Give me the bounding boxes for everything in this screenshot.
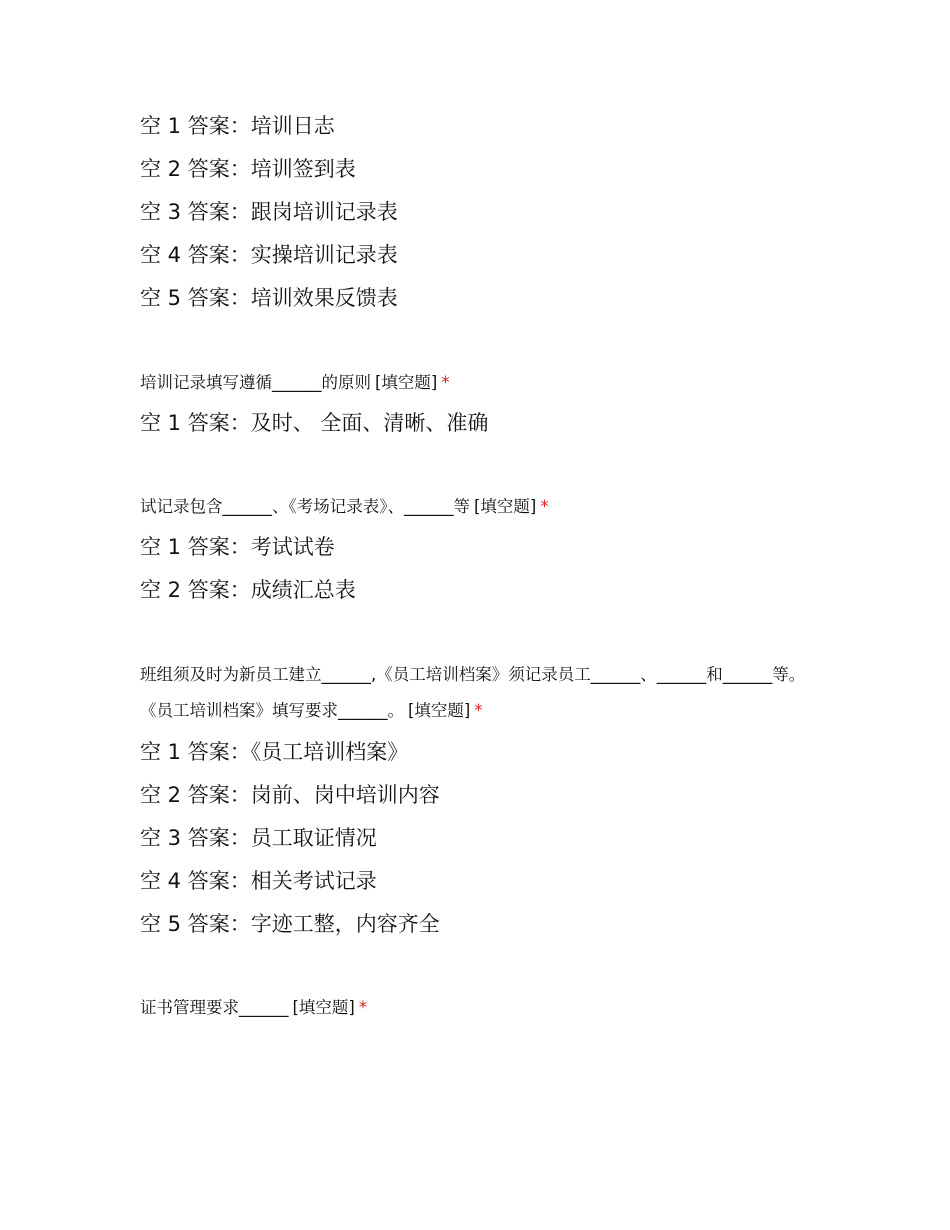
answer-list-q3 <box>140 731 440 946</box>
question-type-label: [填空题] <box>375 373 438 392</box>
required-marker: * <box>441 373 450 392</box>
answer-list-q2 <box>140 526 356 612</box>
answer-line: 空 1 答案：及时、 全面、清晰、准确 <box>140 411 489 435</box>
answer-line: 空 3 答案：跟岗培训记录表 <box>140 200 398 224</box>
question-type-label: [填空题] <box>292 998 355 1017</box>
answer-line: 空 1 答案：考试试卷 <box>140 535 335 559</box>
question-4 <box>140 990 820 1026</box>
question-text: 试记录包含______、《考场记录表》、______等 <box>140 497 470 516</box>
question-text: 培训记录填写遵循______的原则 <box>140 373 371 392</box>
answer-list-q1 <box>140 402 488 445</box>
question-type-label: [填空题] <box>408 701 471 720</box>
answer-line: 空 4 答案：实操培训记录表 <box>140 243 398 267</box>
required-marker: * <box>358 998 368 1017</box>
answer-list-group1 <box>140 105 398 320</box>
answer-line: 空 2 答案：成绩汇总表 <box>140 578 356 602</box>
question-text: 证书管理要求______ <box>140 998 289 1017</box>
required-marker: * <box>540 497 549 516</box>
question-2 <box>140 489 820 525</box>
question-text: 班组须及时为新员工建立______,《员工培训档案》须记录员工______、______和______等。《员工培训档案》填写要求______。 <box>140 665 806 720</box>
required-marker: * <box>474 701 483 720</box>
answer-line: 空 3 答案：员工取证情况 <box>140 826 377 850</box>
question-1 <box>140 365 820 401</box>
answer-line: 空 2 答案：岗前、岗中培训内容 <box>140 783 440 807</box>
answer-line: 空 5 答案：字迹工整，内容齐全 <box>140 912 440 936</box>
question-3 <box>140 657 820 729</box>
answer-line: 空 1 答案：培训日志 <box>140 114 335 138</box>
answer-line: 空 2 答案：培训签到表 <box>140 157 356 181</box>
answer-line: 空 4 答案：相关考试记录 <box>140 869 377 893</box>
question-type-label: [填空题] <box>474 497 537 516</box>
answer-line: 空 5 答案：培训效果反馈表 <box>140 286 398 310</box>
answer-line: 空 1 答案：《员工培训档案》 <box>140 740 409 764</box>
